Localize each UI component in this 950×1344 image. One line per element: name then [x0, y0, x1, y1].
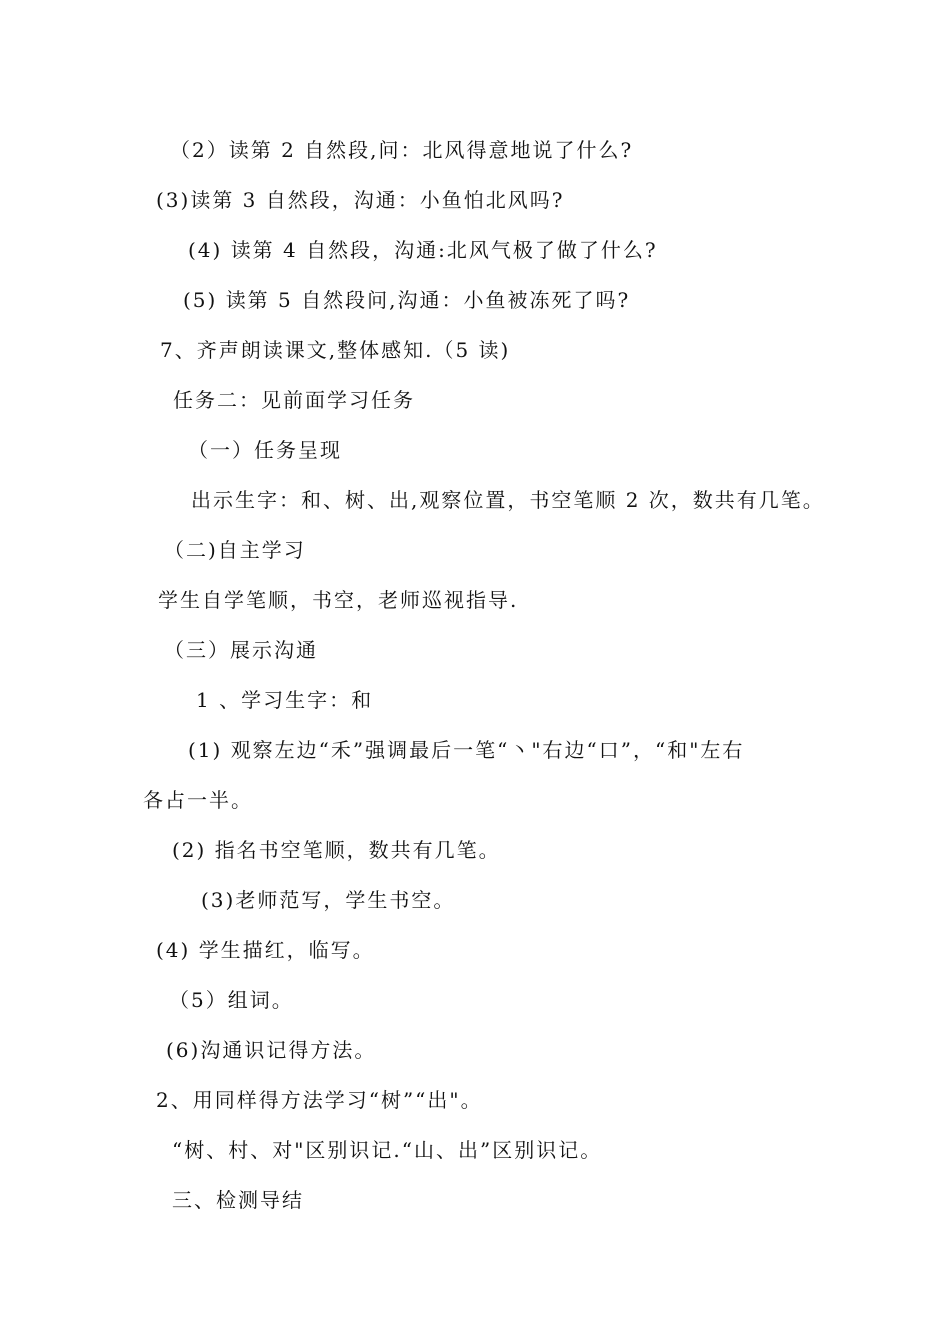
text-line-3: (4) 读第 4 自然段，沟通:北风气极了做了什么? [188, 238, 658, 262]
text-line-10: 学生自学笔顺，书空，老师巡视指导. [158, 588, 519, 612]
text-line-16: (3)老师范写，学生书空。 [201, 888, 456, 912]
text-line-15: (2) 指名书空笔顺，数共有几笔。 [172, 838, 501, 862]
text-line-6: 任务二：见前面学习任务 [173, 388, 415, 412]
text-line-22: 三、检测导结 [172, 1188, 304, 1212]
text-line-18: （5）组词。 [169, 988, 294, 1012]
text-line-20: 2、用同样得方法学习“树”“出"。 [156, 1088, 483, 1112]
text-line-8: 出示生字：和、树、出,观察位置，书空笔顺 2 次，数共有几笔。 [191, 488, 825, 512]
text-line-14: 各占一半。 [143, 788, 253, 812]
text-line-13: (1) 观察左边“禾”强调最后一笔“丶"右边“口”，“和"左右 [188, 738, 745, 762]
text-line-1: （2）读第 2 自然段,问：北风得意地说了什么? [170, 138, 634, 162]
text-line-2: (3)读第 3 自然段，沟通：小鱼怕北风吗? [156, 188, 565, 212]
text-line-17: (4) 学生描红，临写。 [156, 938, 375, 962]
text-line-21: “树、村、对"区别识记.“山、出”区别识记。 [172, 1138, 603, 1162]
text-line-5: 7、齐声朗读课文,整体感知.（5 读) [160, 338, 511, 362]
text-line-4: (5) 读第 5 自然段问,沟通：小鱼被冻死了吗? [183, 288, 631, 312]
text-line-12: 1 、学习生字：和 [196, 688, 374, 712]
text-line-19: (6)沟通识记得方法。 [166, 1038, 377, 1062]
text-line-7: （一）任务呈现 [188, 438, 342, 462]
text-line-11: （三）展示沟通 [164, 638, 318, 662]
text-line-9: （二)自主学习 [164, 538, 306, 562]
